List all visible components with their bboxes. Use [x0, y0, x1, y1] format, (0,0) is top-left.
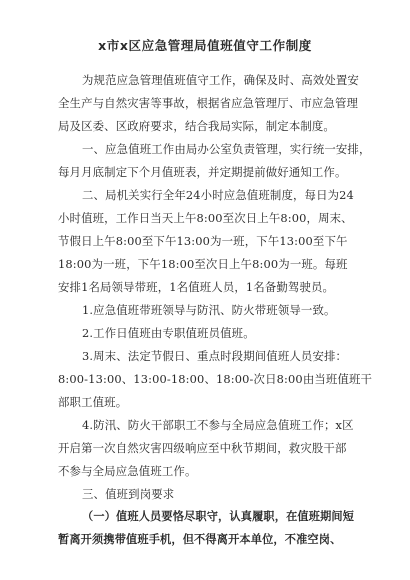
paragraph-line: 全生产与自然灾害等事故，根据省应急管理厅、市应急管理: [58, 96, 359, 110]
paragraph-line: 18:00为一班，下午18:00至次日上午8:00为一班。每班: [58, 257, 348, 271]
paragraph-line: 二、局机关实行全年24小时应急值班制度，每日为24: [82, 188, 354, 202]
list-item-1: 1.应急值班带班领导与防汛、防火带班领导一致。: [82, 303, 336, 317]
paragraph-line: 每月月底制定下个月值班表，并定期提前做好通知工作。: [58, 165, 347, 179]
paragraph-line: 安排1名局领导带班，1名值班人员，1名备勤驾驶员。: [58, 280, 335, 294]
paragraph-line: 局及区委、区政府要求，结合我局实际，制定本制度。: [58, 119, 335, 133]
paragraph-line: 开启第一次自然灾害四级响应至中秋节期间，救灾股干部: [58, 441, 347, 455]
list-item-2: 2.工作日值班由专职值班员值班。: [82, 326, 255, 340]
bold-paragraph-line: 暂离开须携带值班手机，但不得离开本单位，不准空岗、: [58, 533, 342, 546]
paragraph-line: 不参与全局应急值班工作。: [58, 464, 197, 478]
list-item-3: 3.周末、法定节假日、重点时段期间值班人员安排：: [82, 349, 348, 363]
paragraph-line: 小时值班，工作日当天上午8:00至次日上午8:00，周末、: [58, 211, 353, 225]
list-item-4: 4.防汛、防火干部职工不参与全局应急值班工作；x区: [82, 418, 354, 432]
paragraph-line: 8:00-13:00、13:00-18:00、18:00-次日8:00由当班值班干: [58, 372, 373, 386]
paragraph-line: 一、应急值班工作由局办公室负责管理，实行统一安排，: [82, 142, 371, 156]
section-heading: 三、值班到岗要求: [82, 487, 175, 501]
document-title: x市x区应急管理局值班值守工作制度: [98, 38, 312, 53]
paragraph-line: 节假日上午8:00至下午13:00为一班，下午13:00至下午: [58, 234, 348, 248]
bold-paragraph-line: （一）值班人员要恪尽职守，认真履职，在值班期间短: [82, 510, 355, 523]
paragraph-line: 为规范应急管理值班值守工作，确保及时、高效处置安: [82, 73, 359, 87]
paragraph-line: 部职工值班。: [58, 395, 128, 409]
